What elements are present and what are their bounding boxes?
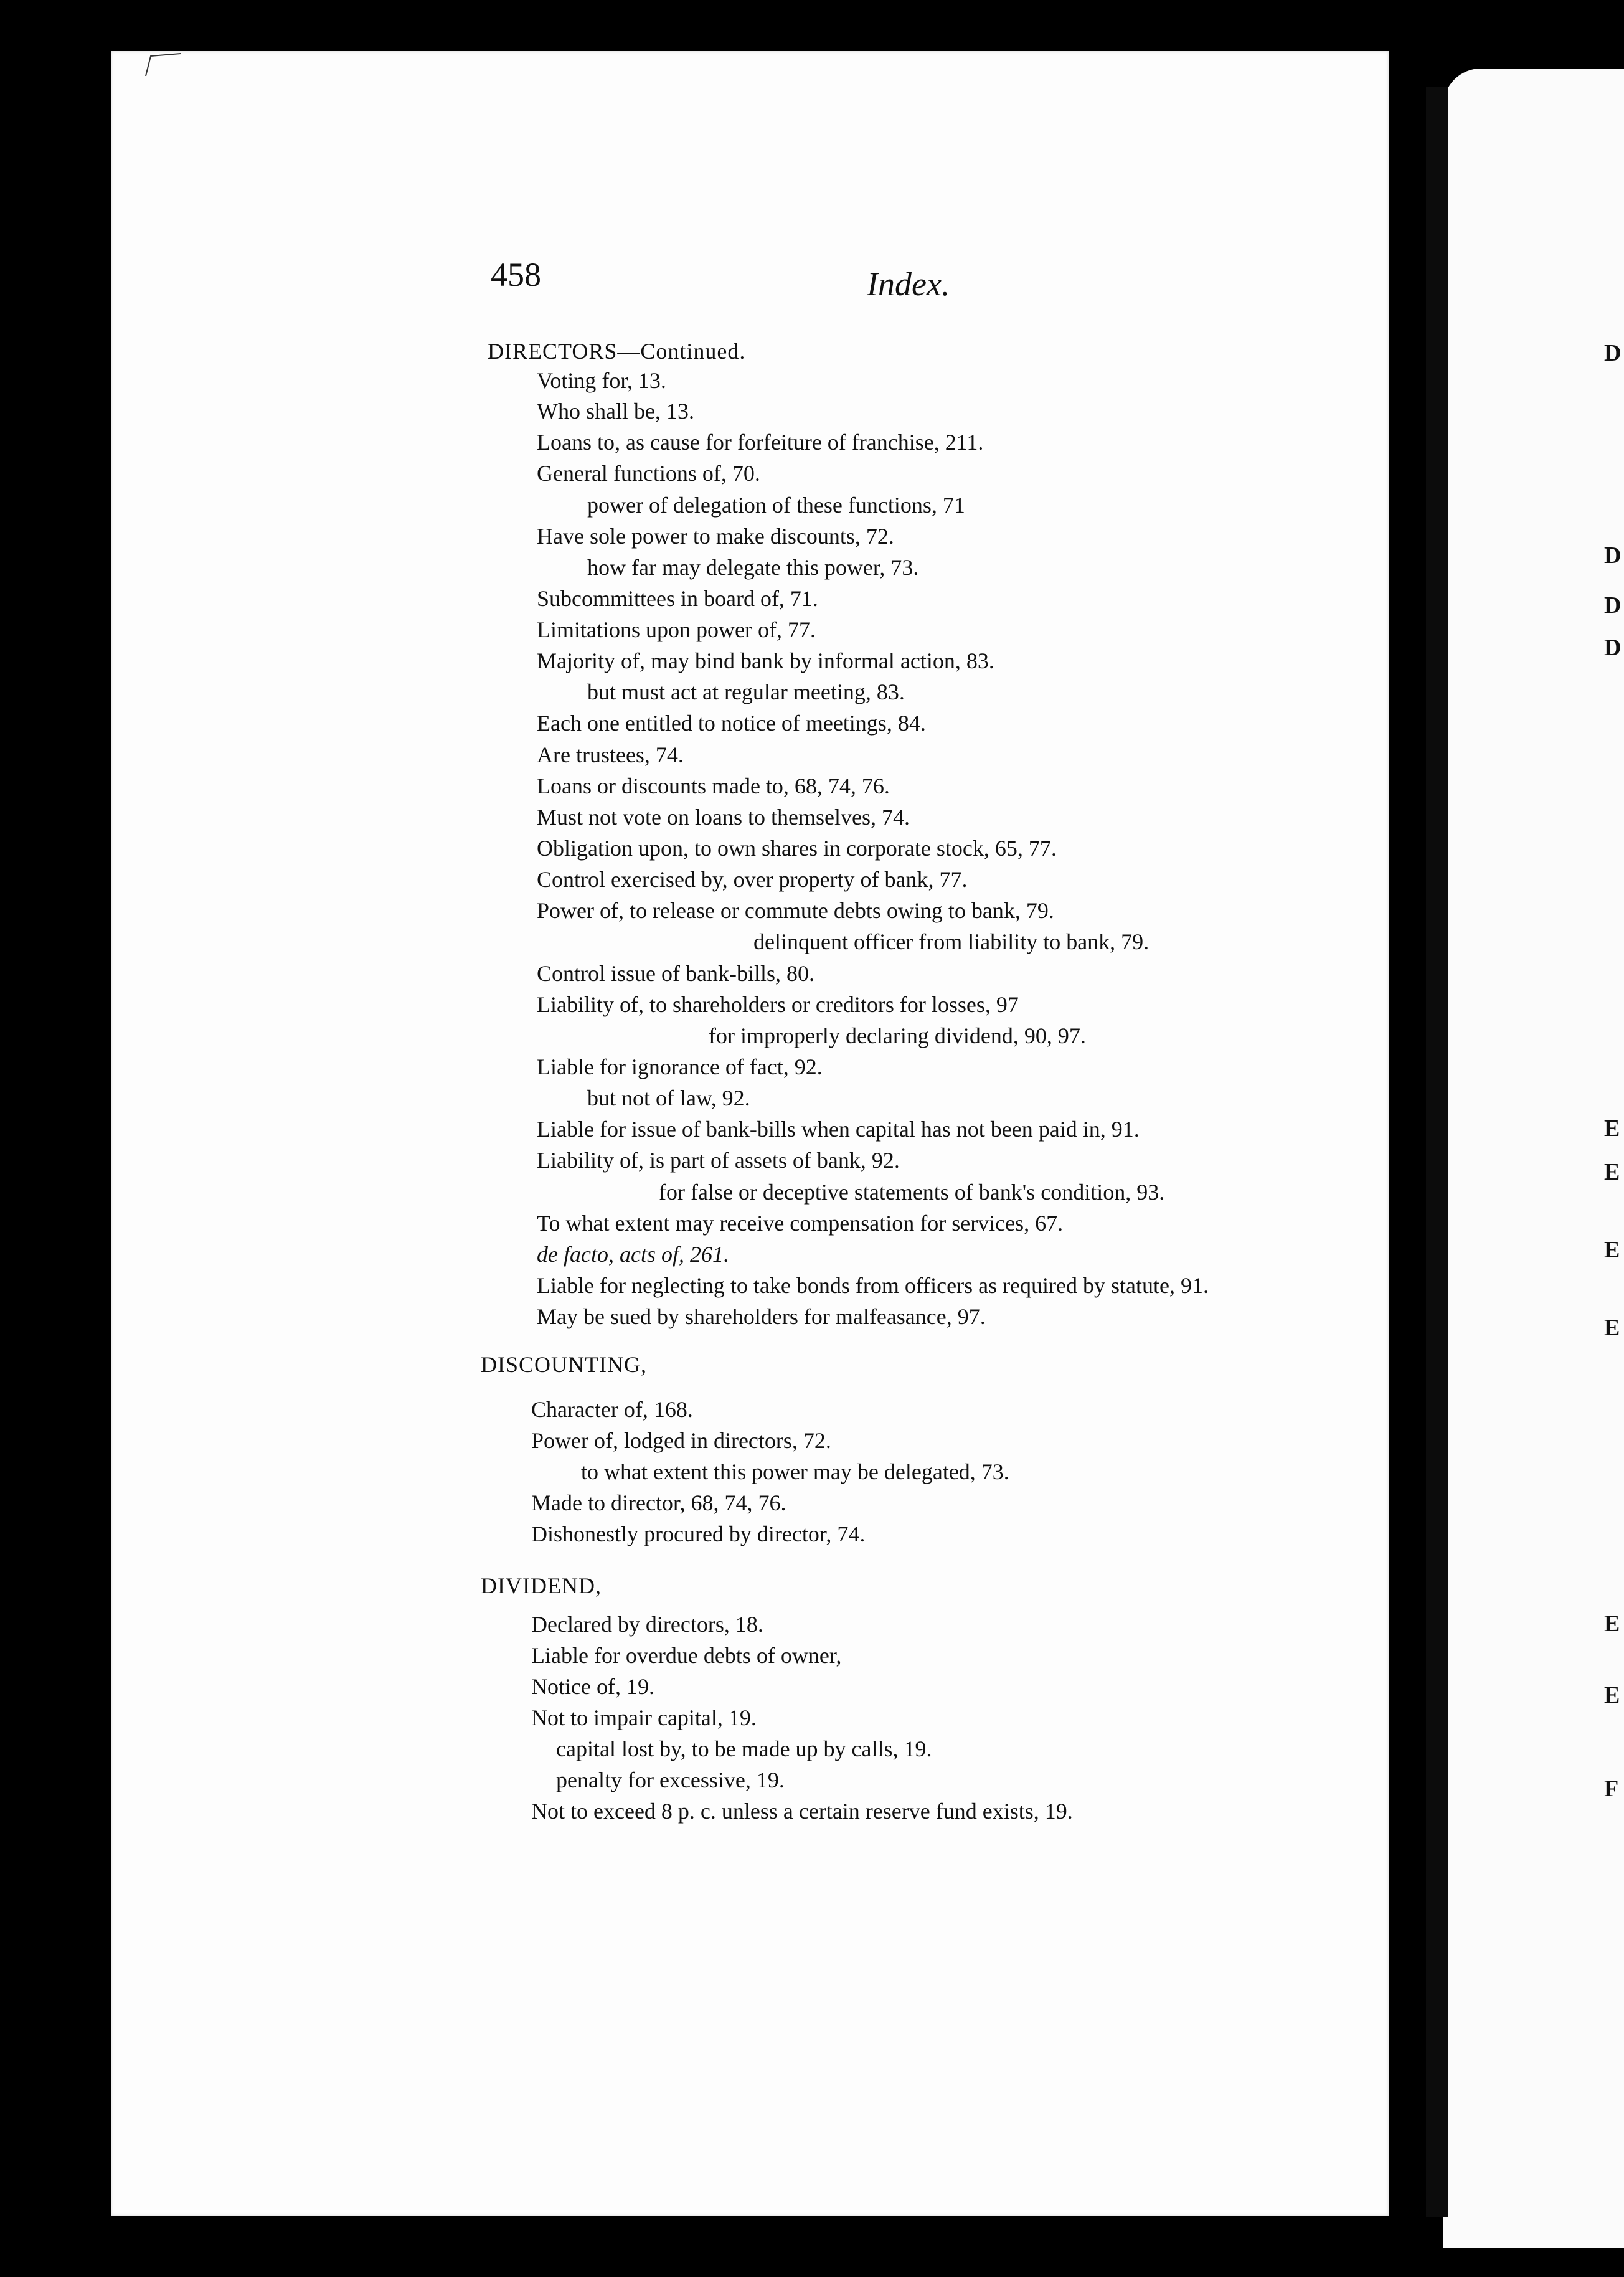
index-entry: Loans or discounts made to, 68, 74, 76. [537,774,890,798]
index-entry: Power of, lodged in directors, 72. [531,1428,831,1453]
index-entry: Dishonestly procured by director, 74. [531,1522,866,1546]
index-entry: Each one entitled to notice of meetings, 84. [537,711,926,736]
index-entry: Voting for, 13. [537,368,666,393]
index-subentry: penalty for excessive, 19. [556,1768,785,1792]
index-subentry: but must act at regular meeting, 83. [587,679,905,704]
facing-letter: E [1604,1611,1620,1637]
index-entry: Liable for neglecting to take bonds from officers as required by statute, 91. [537,1273,1209,1298]
facing-letter: F [1604,1776,1619,1802]
index-entry: Who shall be, 13. [537,399,694,424]
index-entry: Not to impair capital, 19. [531,1705,757,1730]
index-entry: May be sued by shareholders for malfeasance, 97. [537,1304,986,1329]
index-entry: Must not vote on loans to themselves, 74. [537,805,910,830]
facing-letter: E [1604,1315,1620,1341]
index-entry: Are trustees, 74. [537,742,684,767]
facing-letter: D [1604,592,1622,618]
index-entry: Power of, to release or commute debts owing to bank, 79. [537,898,1054,923]
index-entry: Limitations upon power of, 77. [537,617,816,642]
index-entry: Notice of, 19. [531,1674,654,1699]
index-entry: Control exercised by, over property of bank, 77. [537,867,968,892]
index-entry: Obligation upon, to own shares in corporate stock, 65, 77. [537,836,1057,861]
corner-fold-mark [144,52,182,77]
index-entry: Declared by directors, 18. [531,1612,763,1637]
index-entry: Liable for issue of bank-bills when capital has not been paid in, 91. [537,1117,1140,1142]
facing-page [1443,69,1624,2248]
facing-letter: D [1604,340,1622,366]
index-entry: General functions of, 70. [537,461,760,486]
index-entry: Majority of, may bind bank by informal action, 83. [537,648,994,673]
running-head: Index. [867,265,950,303]
index-subentry: but not of law, 92. [587,1086,750,1110]
facing-letter: E [1604,1237,1620,1263]
index-entry: To what extent may receive compensation for services, 67. [537,1211,1064,1236]
index-subentry: power of delegation of these functions, 71 [587,493,965,518]
facing-letter: D [1604,635,1622,661]
index-entry: Character of, 168. [531,1397,693,1422]
facing-letter: D [1604,542,1622,569]
index-subentry: delinquent officer from liability to bank, 79. [753,929,1150,954]
index-entry: Liable for overdue debts of owner, [531,1643,842,1668]
index-entry: Control issue of bank-bills, 80. [537,961,814,986]
index-entry: de facto, acts of, 261. [537,1242,729,1267]
index-subentry: for false or deceptive statements of bank's condition, 93. [659,1180,1165,1205]
index-subentry: how far may delegate this power, 73. [587,555,919,580]
facing-letter: E [1604,1682,1620,1708]
index-entry: Subcommittees in board of, 71. [537,586,818,611]
index-subentry: for improperly declaring dividend, 90, 97. [709,1023,1086,1048]
index-entry: Made to director, 68, 74, 76. [531,1490,786,1515]
facing-letter: E [1604,1159,1620,1185]
index-entry: Liability of, is part of assets of bank, 92. [537,1148,900,1173]
index-entry: Loans to, as cause for forfeiture of franchise, 211. [537,430,984,455]
index-entry: Have sole power to make discounts, 72. [537,524,894,549]
index-subentry: capital lost by, to be made up by calls, 19. [556,1736,932,1761]
book-gutter [1426,87,1448,2217]
section-heading-discounting: DISCOUNTING, [481,1352,647,1377]
facing-letter: E [1604,1115,1620,1142]
section-heading-dividend: DIVIDEND, [481,1573,602,1598]
section-heading-directors: DIRECTORS—Continued. [488,339,746,364]
index-entry: Not to exceed 8 p. c. unless a certain reserve fund exists, 19. [531,1799,1073,1824]
index-subentry: to what extent this power may be delegated, 73. [581,1459,1009,1484]
index-entry: Liable for ignorance of fact, 92. [537,1054,823,1079]
page-number: 458 [491,256,541,293]
index-entry: Liability of, to shareholders or creditors for losses, 97 [537,992,1019,1017]
